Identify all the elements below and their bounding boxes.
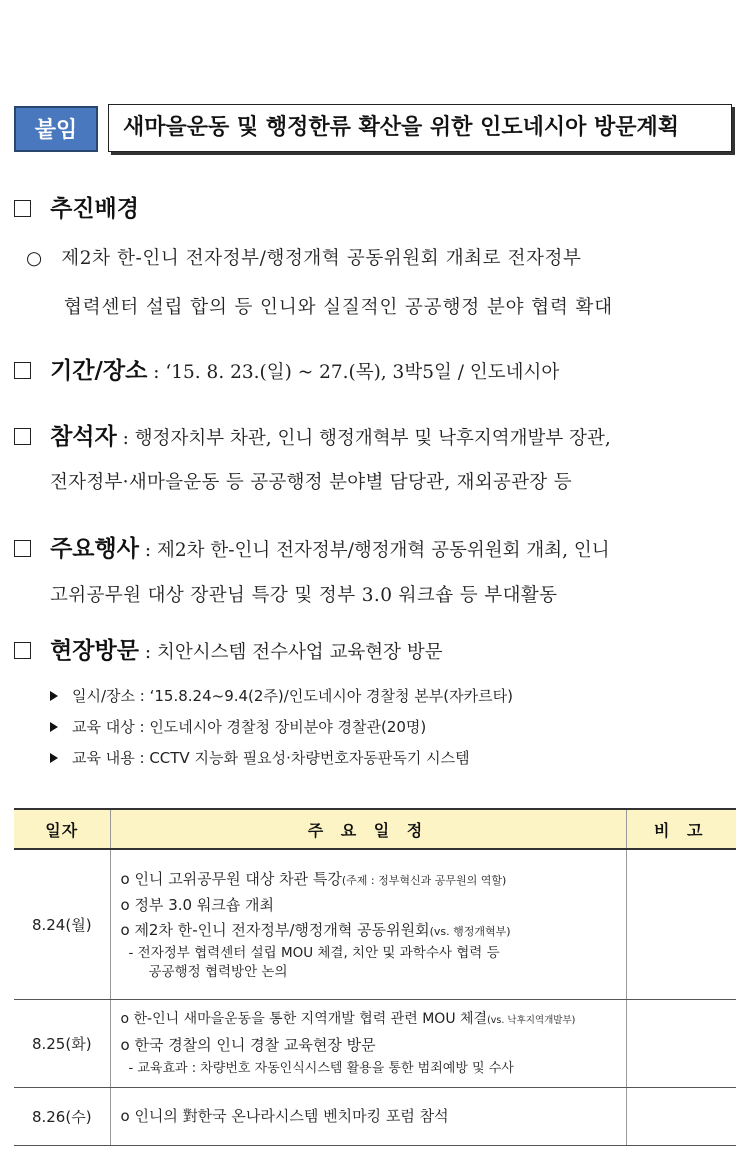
checkbox-square-icon xyxy=(14,642,31,659)
bullet-item xyxy=(50,747,470,768)
schedule-cell xyxy=(110,999,626,1087)
schedule-subitem: - 교육효과 : 차량번호 자동인식시스템 활용을 통한 범죄예방 및 수사 xyxy=(128,1060,514,1076)
schedule-item: o 한-인니 새마을운동을 통한 지역개발 협력 관련 MOU 체결(vs. 낙후지역개발부) xyxy=(120,1010,576,1027)
schedule-cell xyxy=(110,849,626,999)
schedule-item: o 인니의 對한국 온나라시스템 벤치마킹 포럼 참석 xyxy=(120,1106,449,1125)
checkbox-square-icon xyxy=(14,540,31,557)
checkbox-square-icon xyxy=(14,362,31,379)
remarks-cell xyxy=(626,849,736,999)
remarks-cell xyxy=(626,999,736,1087)
section-heading: 주요행사 xyxy=(50,536,139,562)
schedule-cell xyxy=(110,1087,626,1145)
column-header-date: 일자 xyxy=(14,809,110,849)
events-text-1: : 제2차 한-인니 전자정부/행정개혁 공동위원회 개최, 인니 xyxy=(138,540,610,561)
section-attendees xyxy=(14,418,611,451)
background-line-2: 협력센터 설립 합의 등 인니와 실질적인 공공행정 분야 협력 확대 xyxy=(64,297,614,318)
section-site-visit xyxy=(14,632,443,665)
schedule-subitem: - 전자정부 협력센터 설립 MOU 체결, 치안 및 과학수사 협력 등 xyxy=(128,944,500,961)
section-heading: 기간/장소 xyxy=(50,358,148,384)
checkbox-square-icon xyxy=(14,428,31,445)
bullet-item xyxy=(50,716,426,737)
checkbox-square-icon xyxy=(14,200,31,217)
bullet-text: 일시/장소 : ‘15.8.24~9.4(2주)/인도네시아 경찰청 본부(자카르타) xyxy=(72,687,513,705)
triangle-bullet-icon xyxy=(50,722,58,732)
column-header-remarks: 비 고 xyxy=(626,809,736,849)
triangle-bullet-icon xyxy=(50,691,58,701)
section-heading: 추진배경 xyxy=(50,196,139,222)
schedule-table xyxy=(14,808,736,1146)
section-heading: 참석자 xyxy=(50,424,117,450)
events-text-2: 고위공무원 대상 장관님 특강 및 정부 3.0 워크숍 등 부대활동 xyxy=(50,585,558,606)
date-cell: 8.24(월) xyxy=(14,849,110,999)
section-period xyxy=(14,352,559,385)
attachment-tag: 붙임 xyxy=(14,106,98,152)
date-cell: 8.25(화) xyxy=(14,999,110,1087)
table-row xyxy=(14,1087,736,1145)
document-title: 새마을운동 및 행정한류 확산을 위한 인도네시아 방문계획 xyxy=(108,104,732,152)
background-text-1: 제2차 한-인니 전자정부/행정개혁 공동위원회 개최로 전자정부 xyxy=(61,248,582,269)
table-header-row xyxy=(14,809,736,849)
schedule-item: o 한국 경찰의 인니 경찰 교육현장 방문 xyxy=(120,1035,376,1054)
site-visit-text: : 치안시스템 전수사업 교육현장 방문 xyxy=(138,642,443,663)
schedule-subitem: 공공행정 협력방안 논의 xyxy=(148,963,288,980)
period-text: : ‘15. 8. 23.(일) ~ 27.(목), 3박5일 / 인도네시아 xyxy=(147,362,560,383)
schedule-item: o 제2차 한-인니 전자정부/행정개혁 공동위원회(vs. 행정개혁부) xyxy=(120,920,511,939)
background-line-1 xyxy=(26,244,581,270)
table-row xyxy=(14,849,736,999)
section-events xyxy=(14,530,610,563)
schedule-item: o 인니 고위공무원 대상 차관 특강(주제 : 정부혁신과 공무원의 역할) xyxy=(120,869,507,888)
section-background xyxy=(14,190,139,223)
attendees-text-2: 전자정부·새마을운동 등 공공행정 분야별 담당관, 재외공관장 등 xyxy=(50,472,572,493)
date-cell: 8.26(수) xyxy=(14,1087,110,1145)
bullet-text: 교육 대상 : 인도네시아 경찰청 장비분야 경찰관(20명) xyxy=(72,718,427,736)
circle-bullet-icon: ○ xyxy=(26,248,43,269)
triangle-bullet-icon xyxy=(50,753,58,763)
schedule-item: o 정부 3.0 워크숍 개최 xyxy=(120,895,275,914)
column-header-schedule: 주 요 일 정 xyxy=(110,809,626,849)
remarks-cell xyxy=(626,1087,736,1145)
table-row xyxy=(14,999,736,1087)
bullet-text: 교육 내용 : CCTV 지능화 필요성·차량번호자동판독기 시스템 xyxy=(72,749,470,767)
bullet-item xyxy=(50,685,513,706)
attendees-text-1: : 행정자치부 차관, 인니 행정개혁부 및 낙후지역개발부 장관, xyxy=(116,428,611,449)
section-heading: 현장방문 xyxy=(50,638,139,664)
